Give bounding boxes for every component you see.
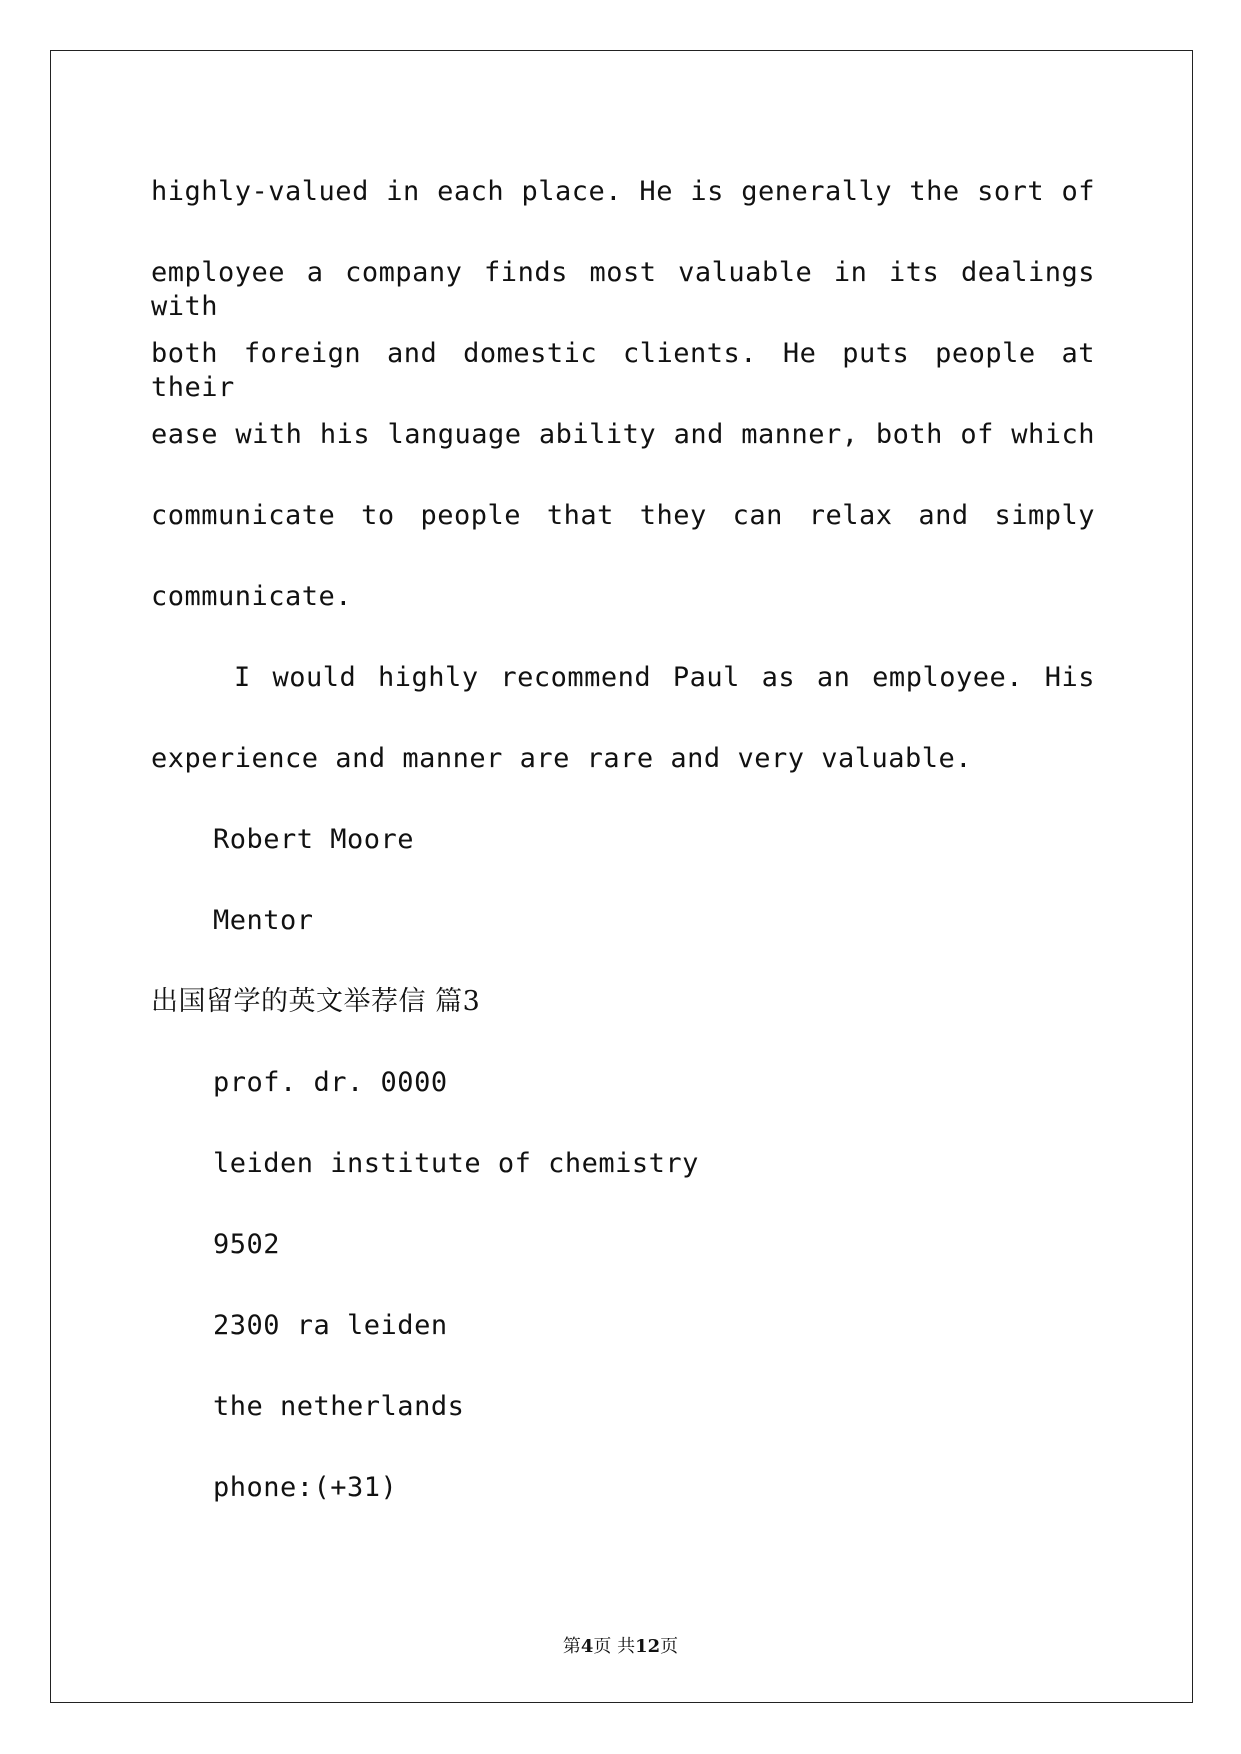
address-line-3: 9502 [213, 1229, 281, 1260]
address-line-4: 2300 ra leiden [213, 1310, 448, 1341]
signature-name: Robert Moore [213, 824, 415, 855]
body-line-6: communicate. [151, 581, 353, 612]
address-line-5: the netherlands [213, 1391, 465, 1422]
page-number [0, 1632, 1241, 1658]
address-line-6: phone:(+31) [213, 1472, 398, 1503]
body-line-3: both foreign and domestic clients. He puts people at their [151, 338, 1095, 403]
page-suffix: 页 [660, 1636, 679, 1657]
address-line-2: leiden institute of chemistry [213, 1148, 699, 1179]
body-line-5: communicate to people that they can relax and simply [151, 500, 1095, 531]
page-current: 4 [580, 1636, 594, 1657]
address-line-1: prof. dr. 0000 [213, 1067, 448, 1098]
page-prefix: 第 [562, 1636, 581, 1657]
section-heading: 出国留学的英文举荐信 篇3 [151, 986, 481, 1017]
page-mid: 页 共 [593, 1636, 636, 1657]
page-total: 12 [635, 1636, 661, 1657]
signature-title: Mentor [213, 905, 314, 936]
body-line-2: employee a company finds most valuable in its dealings with [151, 257, 1095, 322]
body-line-4: ease with his language ability and manner, both of which [151, 419, 1095, 450]
body-line-7: I would highly recommend Paul as an employee. His [234, 662, 1095, 693]
body-line-8: experience and manner are rare and very valuable. [151, 743, 973, 774]
body-line-1: highly-valued in each place. He is generally the sort of [151, 176, 1095, 207]
